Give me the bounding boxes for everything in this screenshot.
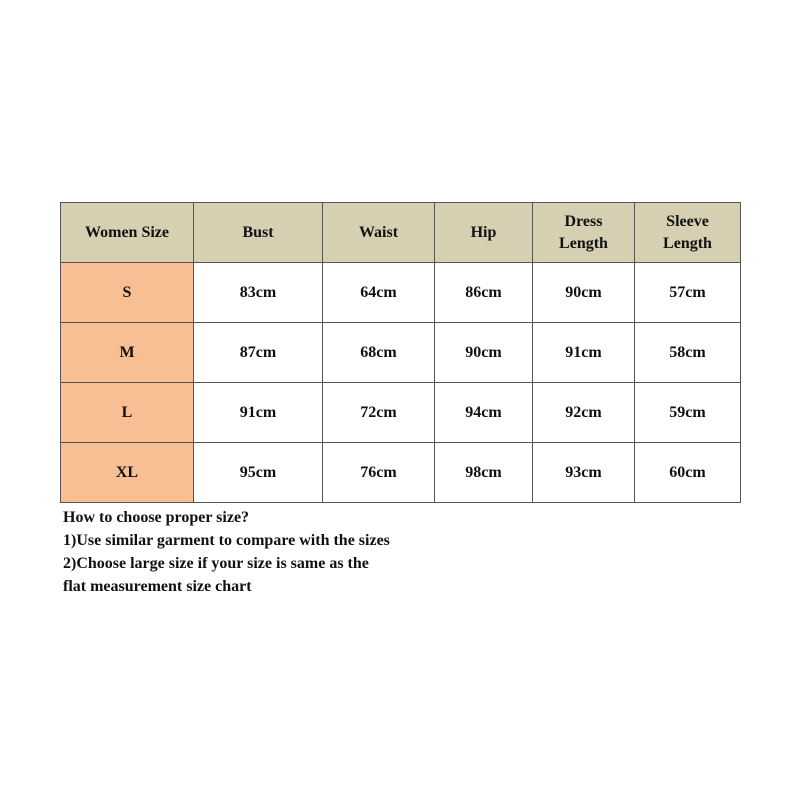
header-sleeve-length (635, 203, 741, 263)
header-label: Women Size (85, 223, 169, 241)
waist-cell: 72cm (323, 383, 435, 443)
size-cell: L (61, 383, 194, 443)
waist-cell: 64cm (323, 263, 435, 323)
header-bust (194, 203, 323, 263)
size-guide-tip-1: 1)Use similar garment to compare with the sizes (63, 532, 390, 549)
size-guide-tip-2-line-1: 2)Choose large size if your size is same as the (63, 555, 369, 572)
table-row (61, 443, 741, 503)
sleeve-length-cell: 57cm (635, 263, 741, 323)
hip-cell: 90cm (435, 323, 533, 383)
header-waist (323, 203, 435, 263)
sleeve-length-cell: 58cm (635, 323, 741, 383)
table-header-row (61, 203, 741, 263)
header-label-line1: Dress (564, 212, 603, 230)
table-row (61, 383, 741, 443)
size-cell: M (61, 323, 194, 383)
sleeve-length-cell: 60cm (635, 443, 741, 503)
size-cell: S (61, 263, 194, 323)
size-guide-tip-2-line-2: flat measurement size chart (63, 578, 252, 595)
hip-cell: 98cm (435, 443, 533, 503)
dress-length-cell: 91cm (533, 323, 635, 383)
dress-length-cell: 92cm (533, 383, 635, 443)
header-label-line2: Length (559, 234, 608, 252)
bust-cell: 95cm (194, 443, 323, 503)
size-cell: XL (61, 443, 194, 503)
dress-length-cell: 90cm (533, 263, 635, 323)
size-guide-notes (63, 506, 483, 598)
table-row (61, 263, 741, 323)
waist-cell: 76cm (323, 443, 435, 503)
sleeve-length-cell: 59cm (635, 383, 741, 443)
dress-length-cell: 93cm (533, 443, 635, 503)
waist-cell: 68cm (323, 323, 435, 383)
header-label: Bust (242, 223, 274, 241)
bust-cell: 91cm (194, 383, 323, 443)
table-row (61, 323, 741, 383)
bust-cell: 83cm (194, 263, 323, 323)
size-guide-question: How to choose proper size? (63, 509, 250, 526)
bust-cell: 87cm (194, 323, 323, 383)
header-label-line2: Length (663, 234, 712, 252)
header-label: Hip (470, 223, 497, 241)
header-hip (435, 203, 533, 263)
size-chart-table (60, 202, 741, 503)
header-dress-length (533, 203, 635, 263)
hip-cell: 94cm (435, 383, 533, 443)
header-label-line1: Sleeve (666, 212, 709, 230)
hip-cell: 86cm (435, 263, 533, 323)
header-label: Waist (358, 223, 399, 241)
header-women-size (61, 203, 194, 263)
